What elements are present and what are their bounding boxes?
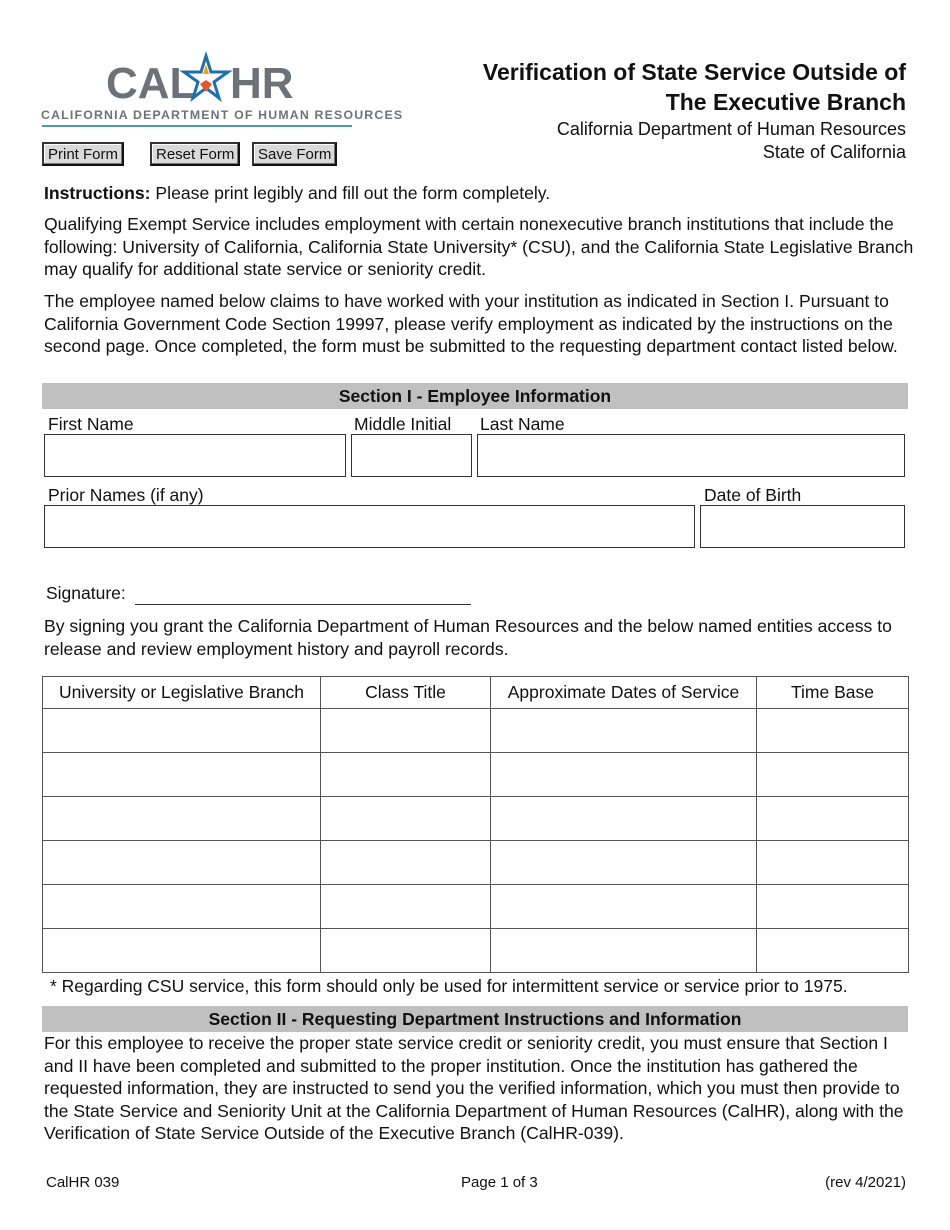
table-cell[interactable]	[321, 709, 491, 753]
table-cell-input[interactable]	[43, 929, 320, 972]
table-cell[interactable]	[321, 753, 491, 797]
intro-paragraph-2: The employee named below claims to have worked with your institution as indicated in Section I. Pursuant to California Government Code Section 19997, please verify employment as indicated by the instructions on the second page. Once completed, the form must be submitted to the requesting department contact listed below.	[44, 291, 898, 356]
table-cell-input[interactable]	[491, 929, 756, 972]
table-cell-input[interactable]	[321, 709, 490, 752]
employment-history-table	[42, 676, 909, 973]
table-cell[interactable]	[43, 797, 321, 841]
section-2-text: For this employee to receive the proper state service credit or seniority credit, you must ensure that Section I and II have been completed and submitted to the proper institution. Once the institution has gathered the requested information, they are instructed to send you the verified information, which you must then provide to the State Service and Seniority Unit at the California Department of Human Resources (CalHR), along with the Verification of State Service Outside of the Executive Branch (CalHR-039).	[44, 1033, 904, 1143]
table-cell-input[interactable]	[321, 797, 490, 840]
table-cell[interactable]	[757, 709, 909, 753]
table-cell[interactable]	[491, 709, 757, 753]
first-name-label: First Name	[48, 414, 134, 434]
column-header: Class Title	[321, 677, 491, 709]
table-cell-input[interactable]	[491, 841, 756, 884]
table-cell[interactable]	[491, 885, 757, 929]
form-id: CalHR 039	[46, 1174, 120, 1191]
table-row	[43, 753, 909, 797]
table-cell[interactable]	[43, 709, 321, 753]
table-cell[interactable]	[321, 841, 491, 885]
instructions-label: Instructions:	[44, 183, 151, 203]
signature-line[interactable]	[135, 604, 471, 605]
svg-text:HR: HR	[230, 59, 294, 108]
dob-label: Date of Birth	[704, 485, 802, 505]
middle-initial-input[interactable]	[352, 435, 471, 476]
form-title	[386, 57, 906, 117]
table-cell-input[interactable]	[491, 753, 756, 796]
table-cell-input[interactable]	[757, 797, 908, 840]
table-cell-input[interactable]	[321, 929, 490, 972]
dob-field[interactable]	[700, 505, 905, 548]
header-subtitle	[386, 118, 906, 164]
prior-names-label: Prior Names (if any)	[48, 485, 204, 505]
table-cell-input[interactable]	[321, 841, 490, 884]
instructions-text: Please print legibly and fill out the form completely.	[150, 183, 551, 203]
department-name: California Department of Human Resources	[556, 119, 906, 139]
table-cell[interactable]	[43, 753, 321, 797]
consent-text: By signing you grant the California Department of Human Resources and the below named entities access to release and review employment history and payroll records.	[44, 616, 892, 659]
middle-initial-label: Middle Initial	[354, 414, 452, 434]
first-name-input[interactable]	[45, 435, 345, 476]
table-cell[interactable]	[43, 929, 321, 973]
title-line-1: Verification of State Service Outside of	[482, 59, 906, 85]
table-cell[interactable]	[757, 841, 909, 885]
table-cell-input[interactable]	[43, 709, 320, 752]
signature-label: Signature:	[46, 583, 126, 603]
table-cell[interactable]	[43, 885, 321, 929]
table-cell[interactable]	[491, 753, 757, 797]
column-header: Time Base	[757, 677, 909, 709]
section-2-header: Section II - Requesting Department Instructions and Information	[42, 1006, 908, 1032]
calhr-logo-graphic	[40, 52, 404, 130]
first-name-field[interactable]	[44, 434, 346, 477]
table-cell-input[interactable]	[321, 753, 490, 796]
last-name-input[interactable]	[478, 435, 904, 476]
table-cell-input[interactable]	[757, 885, 908, 928]
table-cell[interactable]	[491, 929, 757, 973]
table-cell-input[interactable]	[757, 929, 908, 972]
dob-input[interactable]	[701, 506, 904, 547]
table-cell-input[interactable]	[491, 709, 756, 752]
column-header: University or Legislative Branch	[43, 677, 321, 709]
table-cell-input[interactable]	[43, 841, 320, 884]
table-row	[43, 841, 909, 885]
prior-names-field[interactable]	[44, 505, 695, 548]
svg-text:CALIFORNIA DEPARTMENT OF HUMAN: CALIFORNIA DEPARTMENT OF HUMAN RESOURCES	[41, 108, 404, 122]
intro-paragraph-1: Qualifying Exempt Service includes employment with certain nonexecutive branch institutions that include the following: University of California, California State University* (CSU), and the California State Legislative Branch may qualify for additional state service or seniority credit.	[44, 214, 914, 279]
table-cell[interactable]	[757, 929, 909, 973]
table-cell-input[interactable]	[321, 885, 490, 928]
instructions	[44, 182, 914, 205]
table-cell[interactable]	[491, 841, 757, 885]
section-1-header: Section I - Employee Information	[42, 383, 908, 409]
print-form-button[interactable]: Print Form	[42, 142, 124, 166]
table-cell[interactable]	[757, 885, 909, 929]
csu-footnote: * Regarding CSU service, this form should only be used for intermittent service or service prior to 1975.	[50, 976, 848, 996]
table-row	[43, 885, 909, 929]
table-cell[interactable]	[757, 797, 909, 841]
calhr-logo	[40, 52, 404, 130]
table-cell-input[interactable]	[757, 709, 908, 752]
prior-names-input[interactable]	[45, 506, 694, 547]
table-cell-input[interactable]	[43, 753, 320, 796]
table-cell-input[interactable]	[43, 797, 320, 840]
revision: (rev 4/2021)	[825, 1174, 906, 1191]
column-header: Approximate Dates of Service	[491, 677, 757, 709]
table-body	[43, 709, 909, 973]
last-name-label: Last Name	[480, 414, 565, 434]
page-number: Page 1 of 3	[461, 1174, 538, 1191]
table-cell-input[interactable]	[491, 797, 756, 840]
table-row	[43, 929, 909, 973]
table-row	[43, 797, 909, 841]
last-name-field[interactable]	[477, 434, 905, 477]
table-cell-input[interactable]	[757, 841, 908, 884]
reset-form-button[interactable]: Reset Form	[150, 142, 240, 166]
state-name: State of California	[762, 142, 906, 162]
table-cell-input[interactable]	[43, 885, 320, 928]
table-cell[interactable]	[321, 885, 491, 929]
table-header-row	[43, 677, 909, 709]
table-cell[interactable]	[43, 841, 321, 885]
table-cell[interactable]	[321, 797, 491, 841]
table-cell-input[interactable]	[757, 753, 908, 796]
table-row	[43, 709, 909, 753]
svg-text:CAL: CAL	[106, 59, 197, 108]
table-cell-input[interactable]	[491, 885, 756, 928]
table-cell[interactable]	[757, 753, 909, 797]
table-cell[interactable]	[491, 797, 757, 841]
save-form-button[interactable]: Save Form	[252, 142, 337, 166]
middle-initial-field[interactable]	[351, 434, 472, 477]
title-line-2: The Executive Branch	[665, 89, 906, 115]
table-cell[interactable]	[321, 929, 491, 973]
